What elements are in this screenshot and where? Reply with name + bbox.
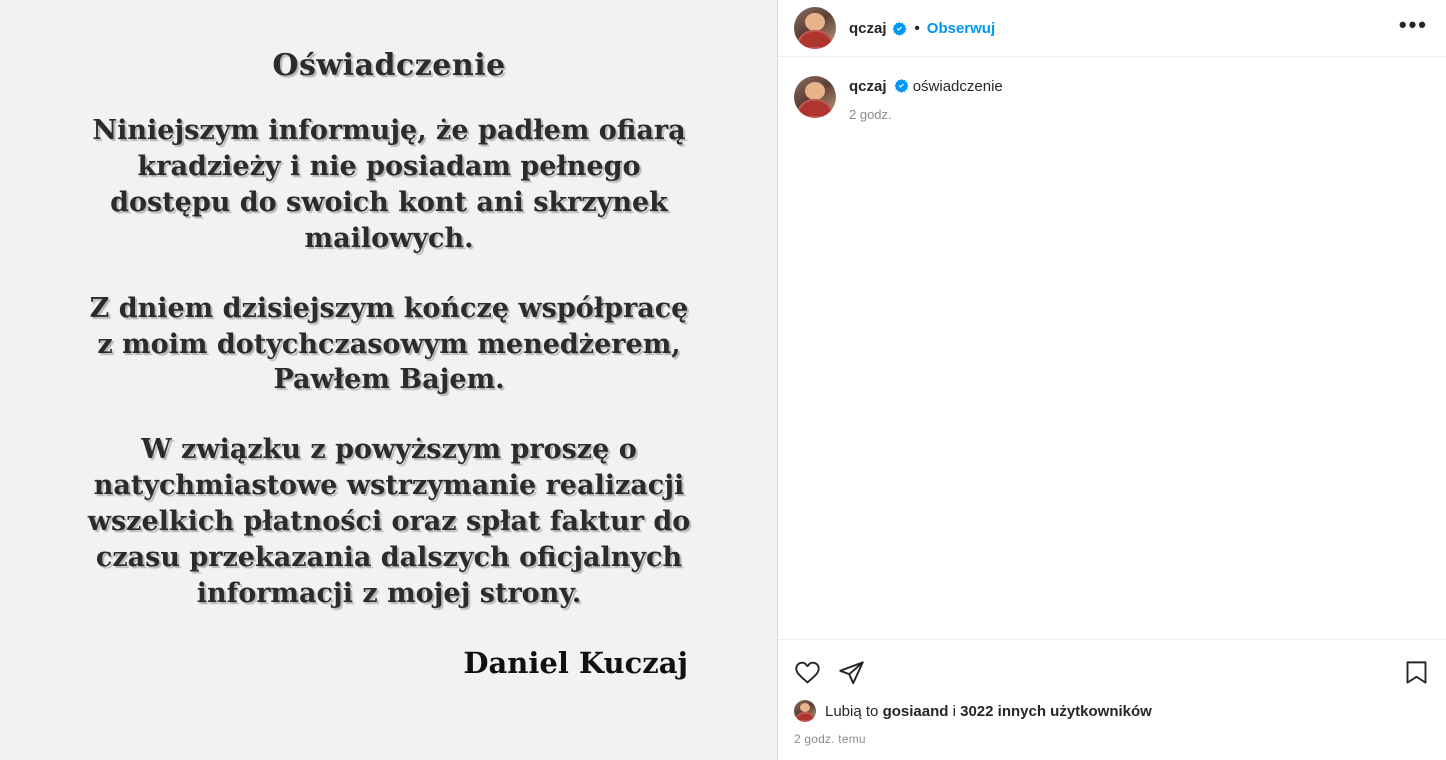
caption-avatar[interactable] [794,76,836,118]
post-actions-section [778,639,1446,760]
header-separator: • [914,19,920,37]
caption-line [849,77,1003,96]
post-side-panel [778,0,1446,760]
statement-image-text [0,0,778,690]
comments-list[interactable] [778,57,1446,639]
post-timestamp: 2 godz. temu [794,732,866,746]
post-header [778,0,1446,57]
likes-text [825,702,1152,721]
liker-avatar [794,700,816,722]
likes-others[interactable]: 3022 innych użytkowników [960,702,1152,720]
likes-first-user[interactable]: gosiaand [882,702,949,720]
statement-paragraph-3: W związku z powyższym proszę o natychmiastowe wstrzymanie realizacji wszelkich płatności oraz spłat faktur do czasu przekazania dalszych oficjalnych informacji z mojej strony. [87,434,691,609]
verified-badge-icon [894,78,909,93]
heart-icon[interactable] [794,659,821,686]
statement-title: Oświadczenie [272,48,506,83]
header-username[interactable]: qczaj [849,19,887,37]
statement-paragraph-1: Niniejszym informuję, że padłem ofiarą kradzieży i nie posiadam pełnego dostępu do swoich kont ani skrzynek mailowych. [92,115,686,254]
more-options-icon[interactable]: ••• [1398,12,1428,37]
likes-summary[interactable] [794,700,1430,722]
statement-paragraph-2: Z dniem dzisiejszym kończę współpracę z moim dotychczasowym menedżerem, Pawłem Bajem. [89,292,689,396]
likes-conjunction: i [952,702,956,720]
caption-timestamp: 2 godz. [849,107,892,122]
post-actions [794,646,1430,698]
caption-body [849,76,1003,122]
follow-button[interactable]: Obserwuj [926,19,996,37]
paper-plane-icon[interactable] [838,659,865,686]
caption-item [794,76,1430,122]
statement-signature: Daniel Kuczaj [463,645,688,680]
verified-badge-icon [892,21,907,36]
avatar[interactable] [794,7,836,49]
likes-prefix: Lubią to [825,702,879,720]
caption-text: oświadczenie [912,78,1003,95]
caption-username[interactable]: qczaj [849,78,887,95]
bookmark-icon[interactable] [1403,659,1430,686]
